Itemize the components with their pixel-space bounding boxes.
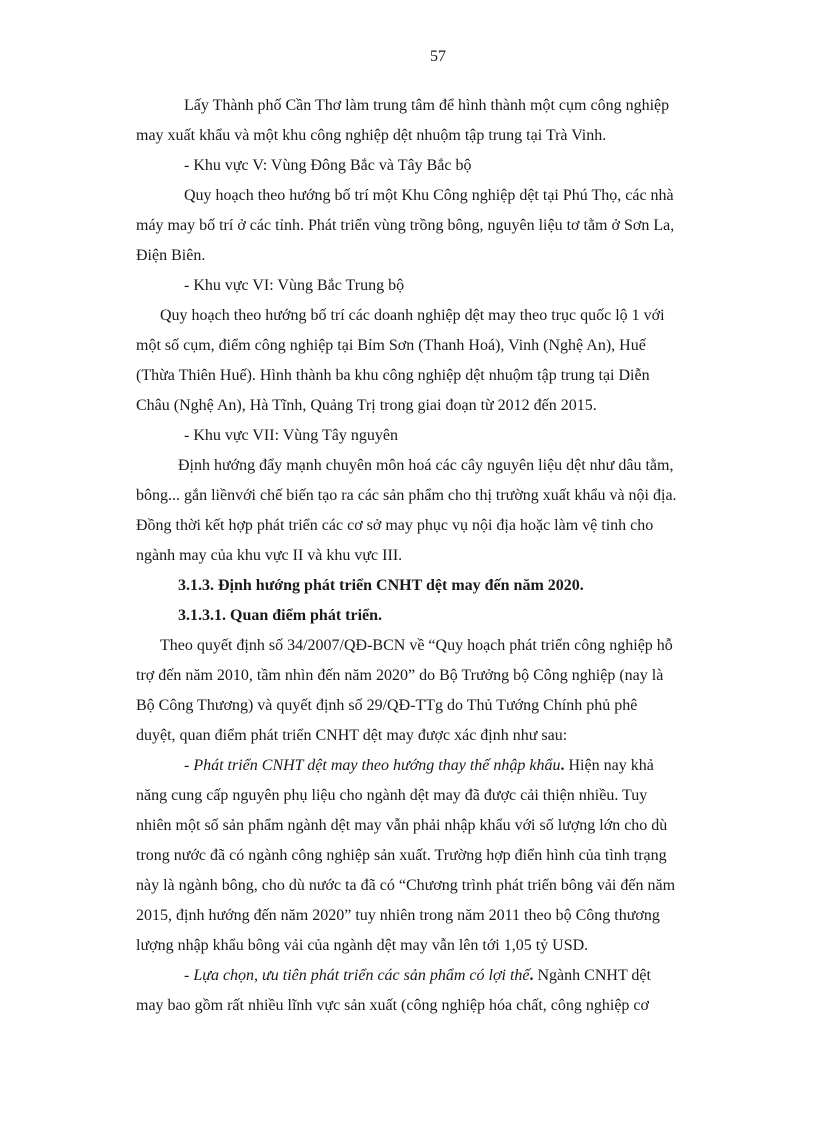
text-line: - Khu vực V: Vùng Đông Bắc và Tây Bắc bộ xyxy=(184,157,472,174)
text-line: nhiên một số sản phẩm ngành dệt may vẫn phải nhập khẩu với số lượng lớn cho dù xyxy=(136,817,668,834)
section-heading: 3.1.3. Định hướng phát triển CNHT dệt may đến năm 2020. xyxy=(178,577,584,594)
text-line: lượng nhập khẩu bông vải của ngành dệt may vẫn lên tới 1,05 tỷ USD. xyxy=(136,937,589,954)
text-line: Theo quyết định số 34/2007/QĐ-BCN về “Quy hoạch phát triển công nghiệp hỗ xyxy=(160,637,673,654)
text-line: Định hướng đẩy mạnh chuyên môn hoá các cây nguyên liệu dệt như dâu tằm, xyxy=(178,457,674,474)
text-line: năng cung cấp nguyên phụ liệu cho ngành dệt may đã được cải thiện nhiều. Tuy xyxy=(136,787,648,804)
strong-text: . xyxy=(529,967,534,984)
text-line: máy may bố trí ở các tỉnh. Phát triển vùng trồng bông, nguyên liệu tơ tằm ở Sơn La, xyxy=(136,217,675,234)
line-rest: Hiện nay khả xyxy=(564,757,654,774)
text-line: (Thừa Thiên Huế). Hình thành ba khu công nghiệp dệt nhuộm tập trung tại Diễn xyxy=(136,367,650,384)
text-line: Bộ Công Thương) và quyết định số 29/QĐ-TTg do Thủ Tướng Chính phủ phê xyxy=(136,697,638,714)
line-prefix: - xyxy=(184,967,194,984)
text-line: - Khu vực VI: Vùng Bắc Trung bộ xyxy=(184,277,405,294)
text-line: Châu (Nghệ An), Hà Tĩnh, Quảng Trị trong giai đoạn từ 2012 đến 2015. xyxy=(136,397,597,414)
text-line: - Khu vực VII: Vùng Tây nguyên xyxy=(184,427,398,444)
text-line: may bao gồm rất nhiều lĩnh vực sản xuất (công nghiệp hóa chất, công nghiệp cơ xyxy=(136,997,649,1014)
emphasis-text: Phát triển CNHT dệt may theo hướng thay thế nhập khẩu xyxy=(193,757,561,774)
text-line: Quy hoạch theo hướng bố trí các doanh nghiệp dệt may theo trục quốc lộ 1 với xyxy=(160,307,665,324)
text-line: Quy hoạch theo hướng bố trí một Khu Công nghiệp dệt tại Phú Thọ, các nhà xyxy=(184,187,674,204)
page-number: 57 xyxy=(430,48,446,65)
text-line: này là ngành bông, cho dù nước ta đã có “Chương trình phát triển bông vải đến năm xyxy=(136,877,676,894)
text-line: trong nước đã có ngành công nghiệp sản xuất. Trường hợp điển hình của tình trạng xyxy=(136,847,667,864)
text-line: bông... gắn liềnvới chế biến tạo ra các sản phẩm cho thị trường xuất khẩu và nội địa. xyxy=(136,487,677,504)
text-line: Lấy Thành phố Cần Thơ làm trung tâm để hình thành một cụm công nghiệp xyxy=(184,97,670,114)
line-prefix: - xyxy=(184,757,194,774)
text-line: một số cụm, điểm công nghiệp tại Bỉm Sơn (Thanh Hoá), Vinh (Nghệ An), Huế xyxy=(136,337,646,354)
text-line xyxy=(184,966,736,986)
text-line: trợ đến năm 2010, tầm nhìn đến năm 2020” do Bộ Trưởng bộ Công nghiệp (nay là xyxy=(136,667,664,684)
text-line: may xuất khẩu và một khu công nghiệp dệt nhuộm tập trung tại Trà Vinh. xyxy=(136,127,607,144)
line-rest: Ngành CNHT dệt xyxy=(533,967,651,984)
subsection-heading: 3.1.3.1. Quan điểm phát triển. xyxy=(178,607,383,624)
text-line: 2015, định hướng đến năm 2020” tuy nhiên trong năm 2011 theo bộ Công thương xyxy=(136,907,660,924)
text-line xyxy=(184,756,736,776)
emphasis-text: Lựa chọn, ưu tiên phát triển các sản phẩm có lợi thế xyxy=(193,967,530,984)
text-line: ngành may của khu vực II và khu vực III. xyxy=(136,547,403,564)
text-line: Điện Biên. xyxy=(136,247,206,264)
strong-text: . xyxy=(560,757,565,774)
text-line: duyệt, quan điểm phát triển CNHT dệt may được xác định như sau: xyxy=(136,727,568,744)
text-line: Đồng thời kết hợp phát triển các cơ sở may phục vụ nội địa hoặc làm vệ tinh cho xyxy=(136,517,654,534)
